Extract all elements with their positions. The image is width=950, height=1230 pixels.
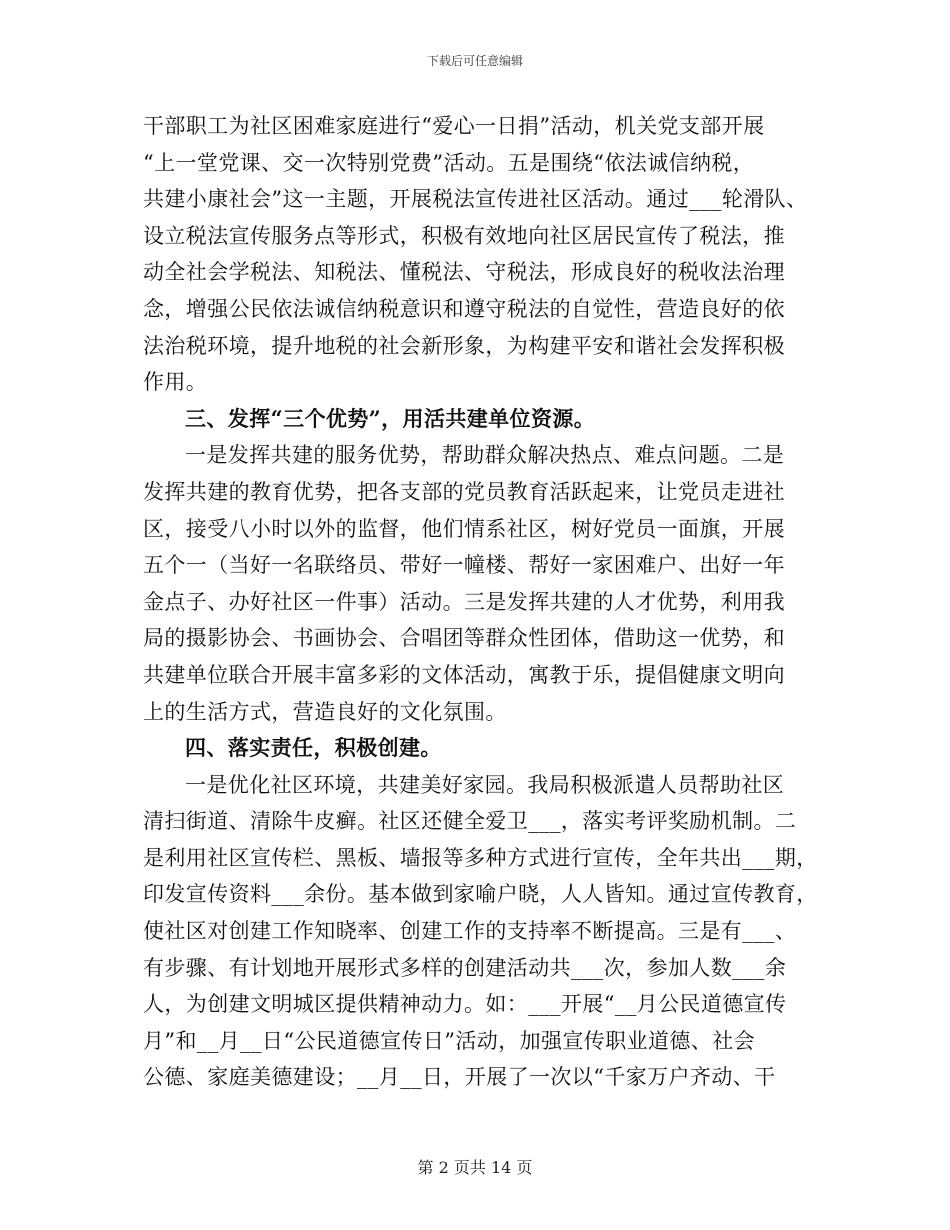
section-heading-4: 四、落实责任，积极创建。 <box>185 735 442 761</box>
page-footer: 第 2 页共 14 页 <box>417 1158 533 1177</box>
text-line: 作用。 <box>143 370 208 395</box>
text-line: 局的摄影协会、书画协会、合唱团等群众性团体，借助这一优势，和 <box>143 626 785 651</box>
text-line: 使社区对创建工作知晓率、创建工作的支持率不断提高。三是有___、 <box>143 919 797 944</box>
text-line: 共建小康社会”这一主题，开展税法宣传进社区活动。通过___轮滑队、 <box>143 187 808 212</box>
document-body <box>143 108 823 1096</box>
text-line: 干部职工为社区困难家庭进行“爱心一日捐”活动，机关党支部开展 <box>143 114 765 138</box>
page-header: 下载后可任意编辑 <box>426 54 523 68</box>
text-line: 一是优化社区环境，共建美好家园。我局积极派遣人员帮助社区 <box>185 772 785 797</box>
text-line: 月”和__月__日“公民道德宣传日”活动，加强宣传职业道德、社会 <box>143 1028 756 1053</box>
text-line: 上的生活方式，营造良好的文化氛围。 <box>143 699 507 724</box>
text-line: 设立税法宣传服务点等形式，积极有效地向社区居民宣传了税法，推 <box>143 223 785 248</box>
text-line: 是利用社区宣传栏、黑板、墙报等多种方式进行宣传，全年共出___期， <box>143 845 818 870</box>
text-line: 金点子、办好社区一件事）活动。三是发挥共建的人才优势，利用我 <box>143 589 785 614</box>
text-line: 区，接受八小时以外的监督，他们情系社区，树好党员一面旗，开展 <box>143 516 785 541</box>
text-line: 发挥共建的教育优势，把各支部的党员教育活跃起来，让党员走进社 <box>143 479 785 504</box>
text-line: “上一堂党课、交一次特别党费”活动。五是围绕“依法诚信纳税， <box>143 150 755 175</box>
text-line: 印发宣传资料___余份。基本做到家喻户晓，人人皆知。通过宣传教育， <box>143 882 818 907</box>
section-heading-3: 三、发挥“三个优势”，用活共建单位资源。 <box>185 405 596 431</box>
text-line: 清扫街道、清除牛皮癣。社区还健全爱卫___，落实考评奖励机制。二 <box>143 809 797 834</box>
text-line: 念，增强公民依法诚信纳税意识和遵守税法的自觉性，营造良好的依 <box>143 296 785 321</box>
text-line: 共建单位联合开展丰富多彩的文体活动，寓教于乐，提倡健康文明向 <box>143 662 785 687</box>
text-line: 动全社会学税法、知税法、懂税法、守税法，形成良好的税收法治理 <box>143 260 785 285</box>
text-line: 一是发挥共建的服务优势，帮助群众解决热点、难点问题。二是 <box>185 443 785 468</box>
text-line: 公德、家庭美德建设；__月__日，开展了一次以“千家万户齐动、干 <box>143 1065 776 1090</box>
text-line: 五个一（当好一名联络员、带好一幢楼、帮好一家困难户、出好一年 <box>143 553 785 578</box>
text-line: 有步骤、有计划地开展形式多样的创建活动共___次，参加人数___余 <box>143 955 787 980</box>
text-line: 人，为创建文明城区提供精神动力。如：___开展“__月公民道德宣传 <box>143 992 787 1017</box>
text-line: 法治税环境，提升地税的社会新形象，为构建平安和谐社会发挥积极 <box>143 333 785 358</box>
